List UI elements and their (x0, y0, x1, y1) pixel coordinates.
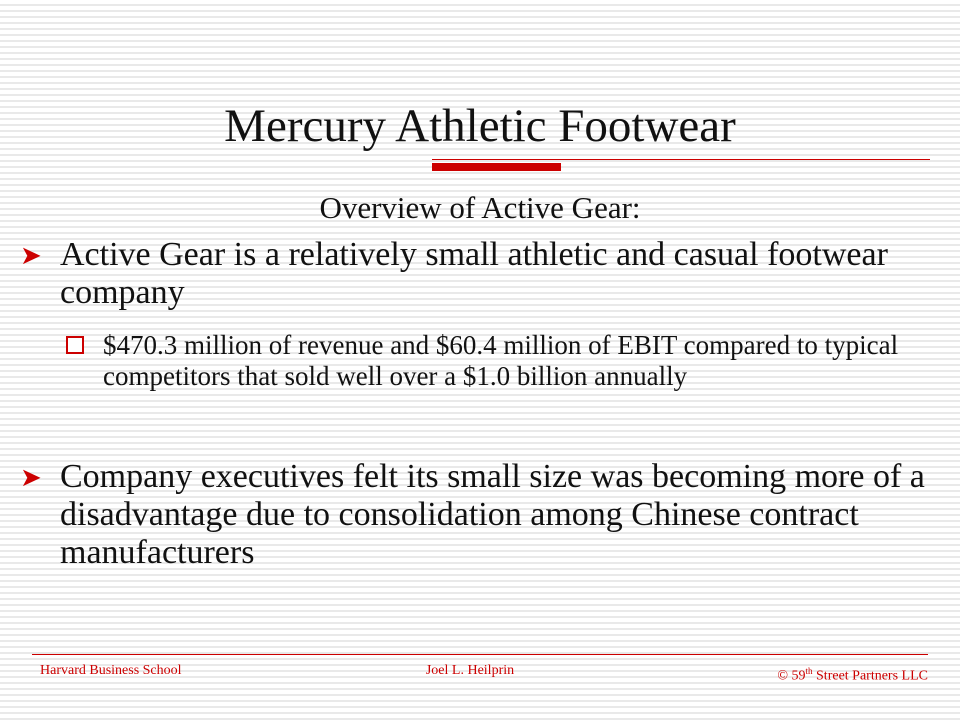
bullet-item (20, 236, 940, 312)
bullet-item (20, 458, 940, 572)
footer-author: Joel L. Heilprin (425, 663, 515, 678)
slide-subtitle: Overview of Active Gear: (319, 190, 641, 225)
slide-title: Mercury Athletic Footwear (224, 100, 736, 152)
bullet-text: Company executives felt its small size was becoming more of a disadvantage due to consolidation among Chinese contract manufacturers (60, 458, 925, 571)
footer-divider (32, 654, 928, 655)
bullet-text: Active Gear is a relatively small athletic and casual footwear company (60, 236, 888, 311)
footer-school: Harvard Business School (40, 663, 182, 678)
title-underline (432, 159, 930, 160)
sub-bullet-text: $470.3 million of revenue and $60.4 million of EBIT compared to typical competitors that sold well over a $1.0 billion annually (103, 330, 899, 391)
sub-bullet-item (66, 330, 923, 392)
footer-copyright: © 59th Street Partners LLC (777, 666, 928, 684)
title-underline-accent (432, 163, 561, 171)
hollow-square-bullet-icon (66, 330, 103, 354)
arrowhead-bullet-icon: ➤ (20, 241, 42, 271)
arrowhead-bullet-icon: ➤ (20, 463, 42, 493)
